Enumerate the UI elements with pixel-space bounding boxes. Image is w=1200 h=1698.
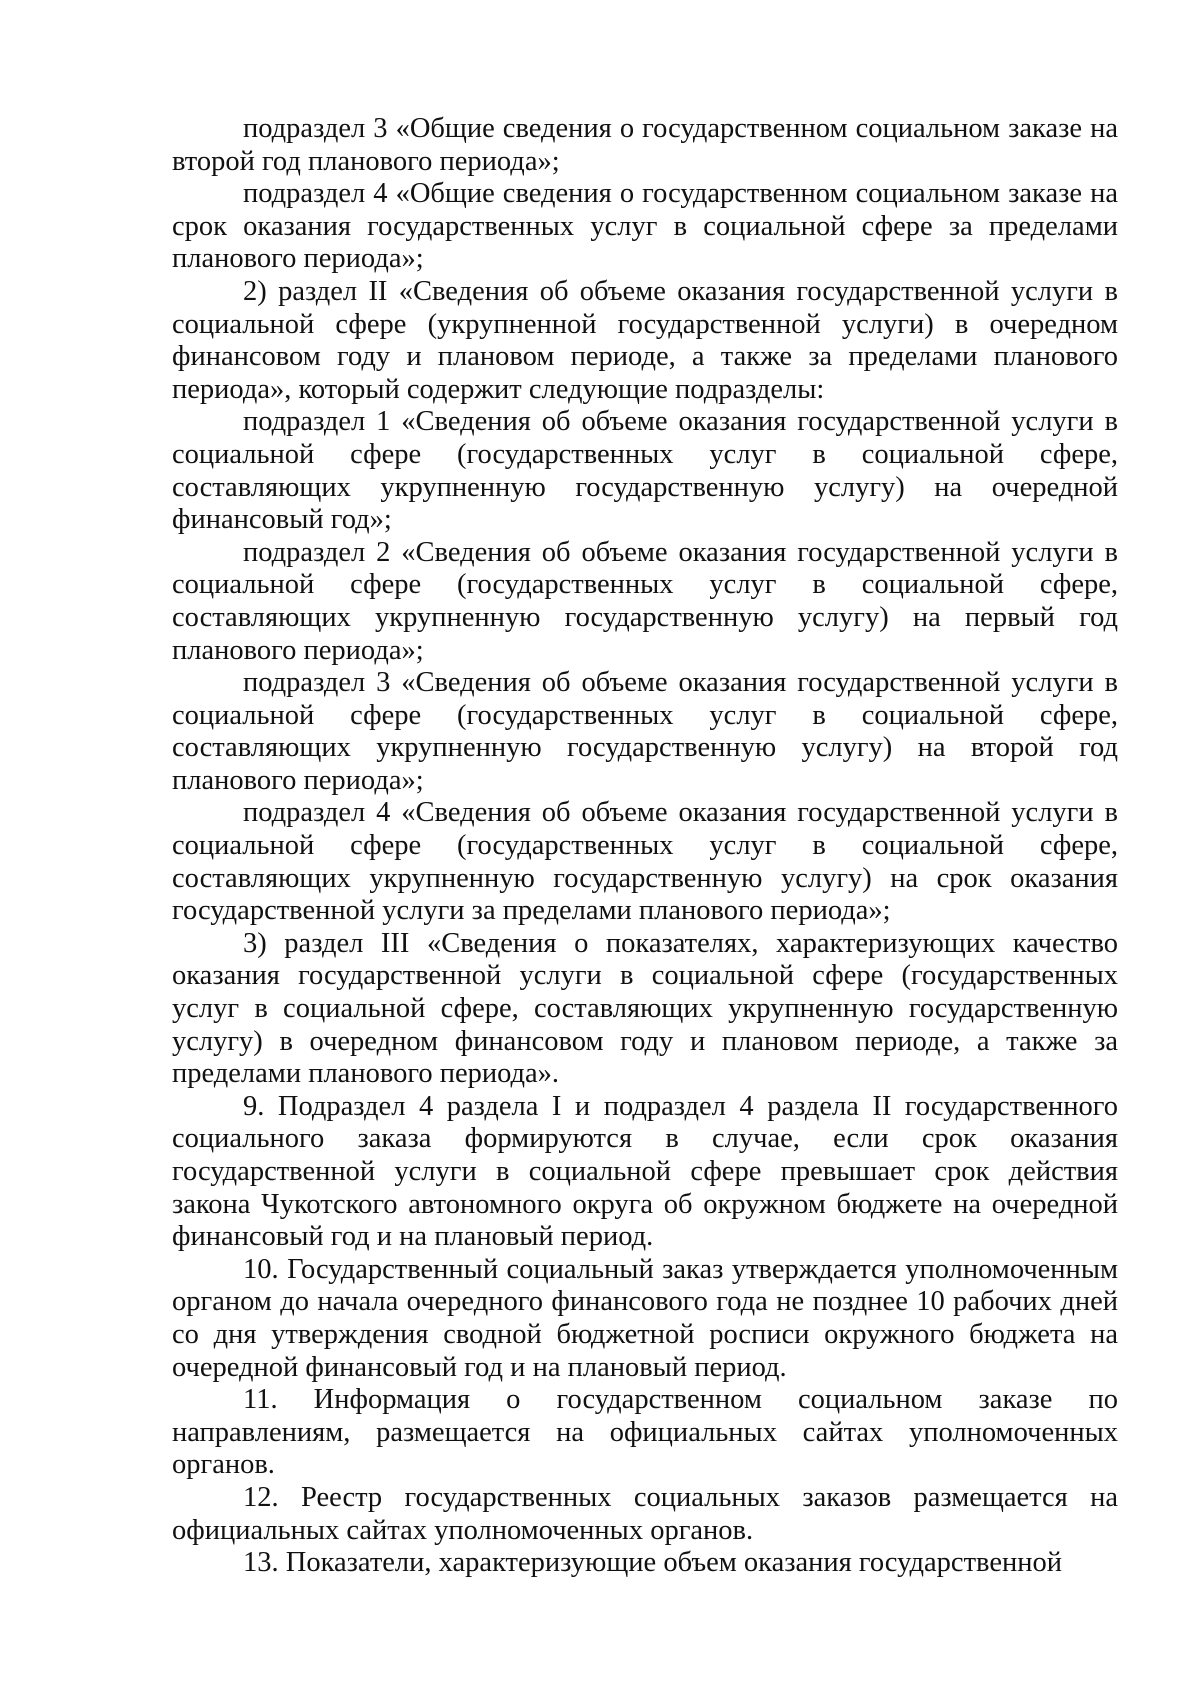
paragraph-section-2: 2) раздел II «Сведения об объеме оказания государственной услуги в социальной сфере (укрупненной государственной услуги) в очередном финансовом году и плановом периоде, а также за пределами планового периода», который содержит следующие подразделы: bbox=[172, 275, 1118, 405]
paragraph-subsection-4-general: подраздел 4 «Общие сведения о государственном социальном заказе на срок оказания государственных услуг в социальной сфере за пределами планового периода»; bbox=[172, 178, 1118, 275]
paragraph-item-11: 11. Информация о государственном социальном заказе по направлениям, размещается на официальных сайтах уполномоченных органов. bbox=[172, 1384, 1118, 1481]
paragraph-subsection-3-volume: подраздел 3 «Сведения об объеме оказания государственной услуги в социальной сфере (государственных услуг в социальной сфере, составляющих укрупненную государственную услугу) на второй год планового периода»; bbox=[172, 667, 1118, 796]
paragraph-subsection-2-volume: подраздел 2 «Сведения об объеме оказания государственной услуги в социальной сфере (государственных услуг в социальной сфере, составляющих укрупненную государственную услугу) на первый год планового периода»; bbox=[172, 536, 1118, 666]
paragraph-item-13: 13. Показатели, характеризующие объем оказания государственной bbox=[243, 1547, 1062, 1579]
document-body bbox=[172, 113, 1118, 1580]
paragraph-item-9: 9. Подраздел 4 раздела I и подраздел 4 раздела II государственного социального заказа формируются в случае, если срок оказания государственной услуги в социальной сфере превышает срок действия закона Чукотского автономного округа об окружном бюджете на очередной финансовый год и на плановый период. bbox=[172, 1090, 1118, 1253]
paragraph-subsection-1-volume: подраздел 1 «Сведения об объеме оказания государственной услуги в социальной сфере (государственных услуг в социальной сфере, составляющих укрупненную государственную услугу) на очередной финансовый год»; bbox=[172, 406, 1118, 536]
paragraph-section-3: 3) раздел III «Сведения о показателях, характеризующих качество оказания государственной услуги в социальной сфере (государственных услуг в социальной сфере, составляющих укрупненную государственную услугу) в очередном финансовом году и плановом периоде, а также за пределами планового периода». bbox=[172, 927, 1118, 1090]
paragraph-subsection-4-volume: подраздел 4 «Сведения об объеме оказания государственной услуги в социальной сфере (государственных услуг в социальной сфере, составляющих укрупненную государственную услугу) на срок оказания государственной услуги за пределами планового периода»; bbox=[172, 797, 1118, 927]
paragraph-item-12: 12. Реестр государственных социальных заказов размещается на официальных сайтах уполномоченных органов. bbox=[172, 1481, 1118, 1546]
paragraph-item-10: 10. Государственный социальный заказ утверждается уполномоченным органом до начала очередного финансового года не позднее 10 рабочих дней со дня утверждения сводной бюджетной росписи окружного бюджета на очередной финансовый год и на плановый период. bbox=[172, 1253, 1118, 1383]
paragraph-subsection-3-general: подраздел 3 «Общие сведения о государственном социальном заказе на второй год планового периода»; bbox=[172, 113, 1118, 177]
